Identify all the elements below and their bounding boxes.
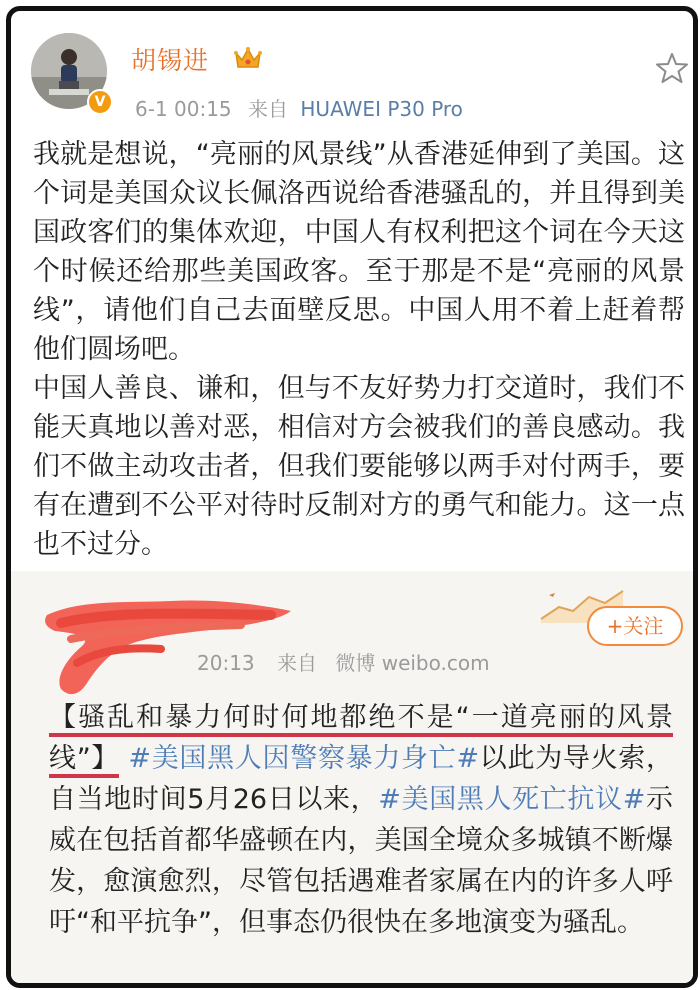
- bracket-close: 】: [90, 743, 120, 774]
- crown-icon: [233, 45, 263, 71]
- post-paragraph: 我就是想说，“亮丽的风景线”从香港延伸到了美国。这个词是美国众议长佩洛西说给香港骚乱的，并且得到美国政客们的集体欢迎，中国人有权利把这个词在今天这个时候还给那些美国政客。至于那是不是“亮丽的风景线”，请他们自己去面壁反思。中国人用不着上赶着帮他们圆场吧。: [33, 139, 685, 365]
- verified-badge-icon: V: [87, 89, 113, 115]
- repost-headline: 骚乱和暴力何时何地都绝不是“一道亮丽的风景线”: [49, 702, 674, 774]
- follow-button[interactable]: +关注: [587, 606, 683, 646]
- hashtag-link[interactable]: #美国黑人死亡抗议#: [378, 784, 646, 815]
- repost-time: 20:13: [197, 651, 255, 675]
- weibo-post-card: [6, 6, 698, 988]
- star-icon[interactable]: [655, 51, 689, 85]
- repost-text-part: 示威在包括首都华盛顿在内，美国全境众多城镇不断爆发，愈演愈烈，尽管包括遇难者家属在内的许多人呼吁“和平抗争”，但事态仍很快在多地演变为骚乱。: [49, 784, 673, 938]
- repost-meta: [197, 647, 490, 676]
- repost-text: [49, 697, 673, 943]
- post-from-label: 来自: [248, 97, 289, 121]
- post-paragraph: 中国人善良、谦和，但与不友好势力打交道时，我们不能天真地以善对恶，相信对方会被我们的善良感动。我们不做主动攻击者，但我们要能够以两手对付两手，要有在遭到不公平对待时反制对方的勇气和能力。这一点也不过分。: [33, 373, 685, 560]
- author-name[interactable]: 胡锡进: [131, 46, 210, 75]
- post-time: 6-1 00:15: [135, 97, 232, 121]
- post-device[interactable]: HUAWEI P30 Pro: [300, 97, 463, 121]
- repost-source[interactable]: 微博 weibo.com: [335, 651, 490, 675]
- repost-text-part: 以此为导火索，自当地时间5月26日以来，: [49, 743, 674, 815]
- post-body: [33, 135, 685, 564]
- hashtag-link[interactable]: #美国黑人因警察暴力身亡#: [128, 743, 480, 774]
- post-meta: [135, 93, 463, 122]
- repost-from-label: 来自: [277, 651, 317, 675]
- bracket-open: 【: [49, 702, 79, 733]
